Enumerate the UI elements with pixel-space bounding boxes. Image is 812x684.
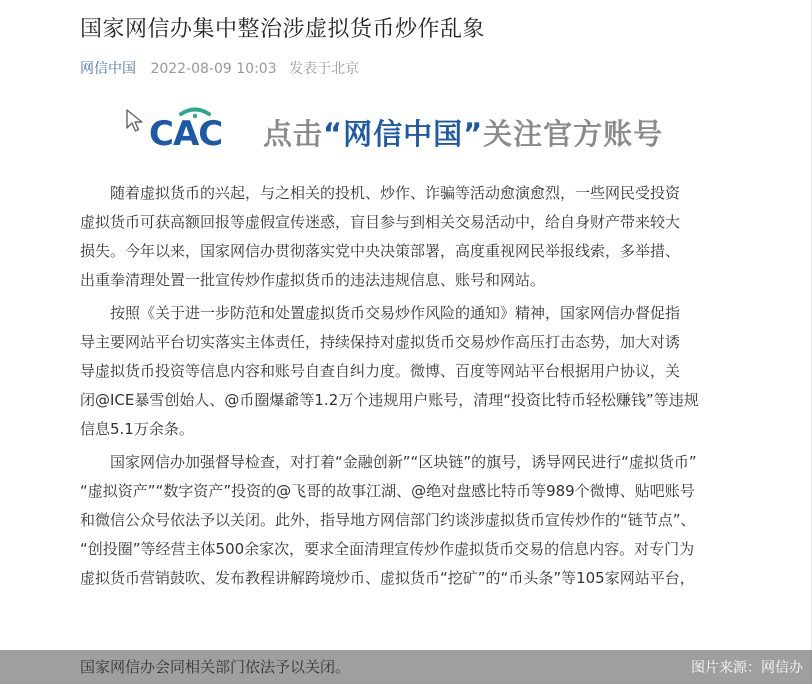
paragraph-line: 国家网信办加强督导检查，对打着“金融创新”“区块链”的旗号，诱导网民进行“虚拟货币” [110, 453, 697, 471]
paragraph-last-line: 国家网信办会同相关部门依法予以关闭。 [80, 658, 351, 676]
paragraph-line: 信息5.1万余条。 [80, 420, 194, 438]
paragraph-line: 和微信公众号依法予以关闭。此外，指导地方网信部门约谈涉虚拟货币宣传炒作的“链节点”、 [80, 511, 696, 529]
publish-date: 2022-08-09 10:03 [150, 61, 277, 77]
paragraph-line: “虚拟资产”“数字资产”投资的@飞哥的故事江湖、@绝对盘感比特币等989个微博、贴吧账号 [80, 482, 695, 500]
slogan-suffix: 关注官方账号 [483, 117, 664, 151]
image-caption: 图片来源：网信办 [691, 660, 803, 676]
banner-slogan [263, 112, 663, 153]
slogan-highlight: “网信中国” [323, 117, 484, 151]
follow-banner[interactable] [105, 100, 725, 162]
article-title: 国家网信办集中整治涉虚拟货币炒作乱象 [80, 17, 486, 42]
paragraph-line: 虚拟货币可获高额回报等虚假宣传迷惑，盲目参与到相关交易活动中，给自身财产带来较大 [80, 213, 681, 231]
paragraph-line: 导主要网站平台切实落实主体责任，持续保持对虚拟货币交易炒作高压打击态势，加大对诱 [80, 333, 681, 351]
slogan-prefix: 点击 [263, 117, 324, 151]
paragraph-line: “创投圈”等经营主体500余家次，要求全面清理宣传炒作虚拟货币交易的信息内容。对专门为 [80, 540, 695, 558]
publish-location: 发表于北京 [289, 61, 360, 77]
paragraph-line: 随着虚拟货币的兴起，与之相关的投机、炒作、诈骗等活动愈演愈烈，一些网民受投资 [110, 184, 681, 202]
paragraph-line: 出重拳清理处置一批宣传炒作虚拟货币的违法违规信息、账号和网站。 [80, 271, 546, 289]
article-meta [80, 58, 359, 78]
paragraph-line: 导虚拟货币投资等信息内容和账号自查自纠力度。微博、百度等网站平台根据用户协议，关 [80, 362, 681, 380]
paragraph-line: 闭@ICE暴雪创始人、@币圈爆爺等1.2万个违规用户账号，清理“投资比特币轻松赚钱”等违规 [80, 391, 699, 409]
paragraph-3 [80, 448, 770, 593]
cursor-icon [125, 108, 145, 134]
article-body [80, 179, 770, 597]
paragraph-line: 损失。今年以来，国家网信办贯彻落实党中央决策部署，高度重视网民举报线索，多举措、 [80, 242, 681, 260]
paragraph-2 [80, 299, 770, 444]
paragraph-1 [80, 179, 770, 295]
paragraph-line: 虚拟货币营销鼓吹、发布教程讲解跨境炒币、虚拟货币“挖矿”的“币头条”等105家网站平台， [80, 569, 695, 587]
cac-logo-text: CAC [149, 114, 223, 154]
source-link[interactable]: 网信中国 [80, 61, 136, 77]
paragraph-line: 按照《关于进一步防范和处置虚拟货币交易炒作风险的通知》精神，国家网信办督促指 [110, 304, 681, 322]
